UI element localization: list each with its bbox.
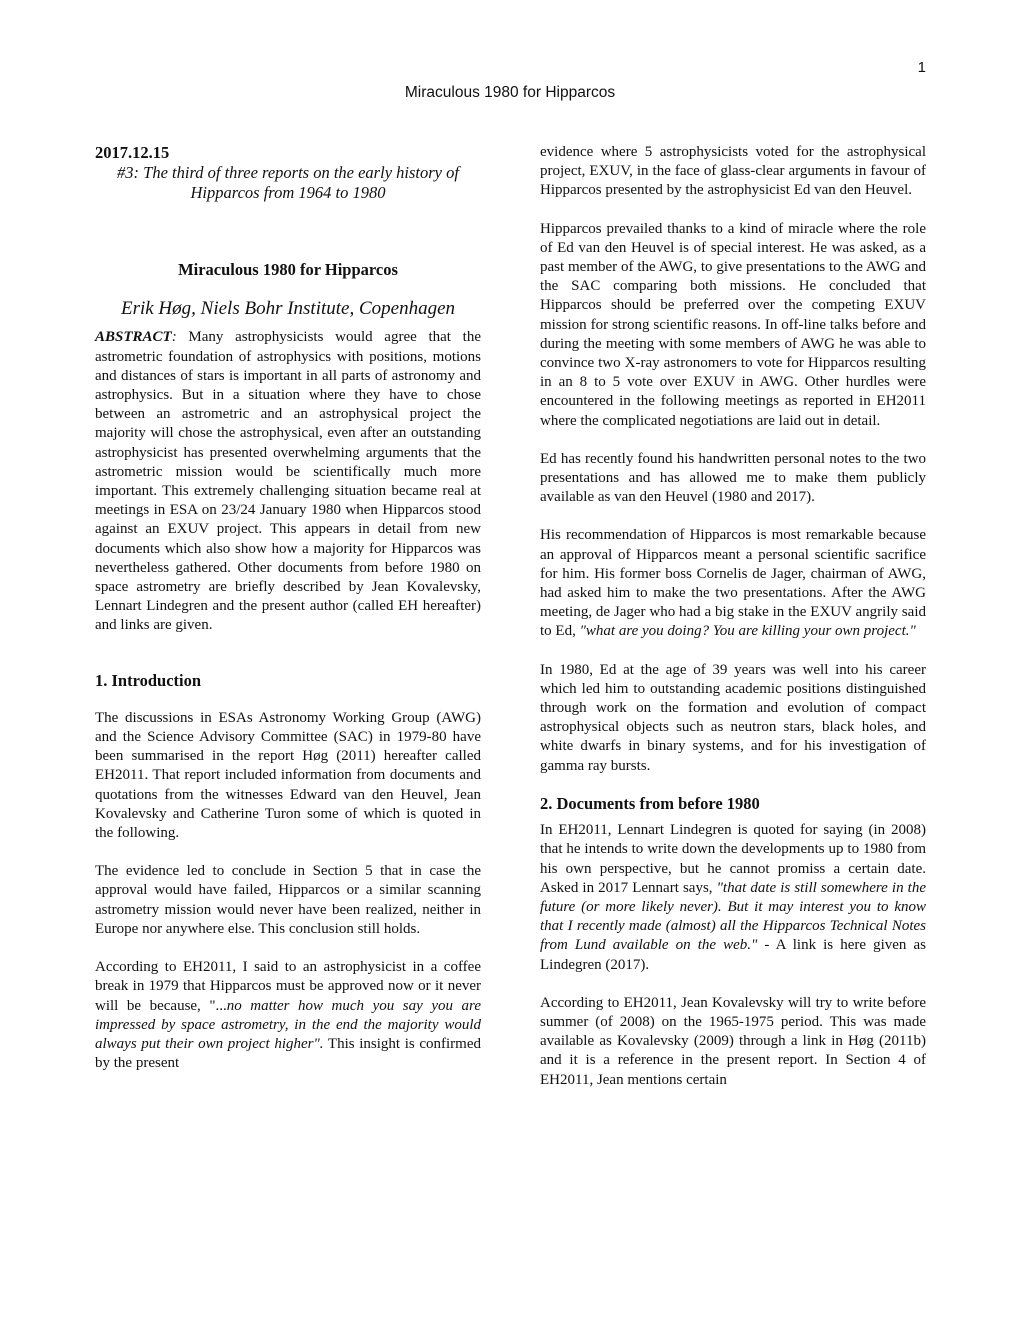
intro-paragraph-1: The discussions in ESAs Astronomy Working Group (AWG) and the Science Advisory Committee (SAC) in 1979-80 have been summarised in the report Høg (2011) hereafter called EH2011. That report included information from documents and quotations from the witnesses Edward van den Heuvel, Jean Kovalevsky and Catherine Turon some of which is quoted in the following.	[95, 709, 481, 842]
author-line: Erik Høg, Niels Bohr Institute, Copenhagen	[120, 298, 456, 320]
documents-paragraph-1-end: - A link is here given as Lindegren (2017).	[540, 937, 926, 973]
report-date: 2017.12.15	[95, 143, 170, 162]
intro-paragraph-7: In 1980, Ed at the age of 39 years was well into his career which led him to outstanding academic positions distinguished through work on the formation and evolution of compact astrophysical objects such as neutron stars, black holes, and white dwarfs in binary systems, and for his investigation of gamma ray bursts.	[540, 661, 926, 774]
running-header: Miraculous 1980 for Hipparcos	[404, 84, 616, 101]
paper-title: Miraculous 1980 for Hipparcos	[178, 260, 398, 279]
left-column	[95, 143, 481, 1073]
intro-paragraph-3	[95, 958, 481, 1073]
intro-paragraph-3-end: This insight is confirmed by the present	[95, 1035, 482, 1072]
intro-paragraph-6-quote: "what are you doing? You are killing your own project."	[579, 623, 916, 640]
intro-paragraph-6	[540, 526, 926, 641]
intro-paragraph-5: Ed has recently found his handwritten personal notes to the two presentations and has allowed me to make them publicly available as van den Heuvel (1980 and 2017).	[540, 450, 926, 506]
documents-paragraph-1-quote: "that date is still somewhere in the future (or more likely never). But it may interest you to know that I recently made (almost) all the Hipparcos Technical Notes from Lund available on the web."	[540, 879, 926, 954]
section-heading-documents: 2. Documents from before 1980	[540, 793, 760, 813]
intro-paragraph-3-start: According to EH2011, I said to an astrophysicist in a coffee break in 1979 that Hipparcos must be approved now or it never will be because, "...	[95, 959, 481, 1014]
report-subtitle-line1: #3: The third of three reports on the early history of	[117, 163, 459, 182]
documents-paragraph-1	[540, 821, 926, 975]
abstract	[95, 328, 481, 635]
section-heading-introduction: 1. Introduction	[95, 670, 202, 690]
intro-paragraph-3-continued: evidence where 5 astrophysicists voted for the astrophysical project, EXUV, in the face of glass-clear arguments in favour of Hipparcos presented by the astrophysicist Ed van den Heuvel.	[540, 144, 926, 199]
right-column	[540, 143, 926, 1090]
intro-paragraph-4: Hipparcos prevailed thanks to a kind of miracle where the role of Ed van den Heuvel is of special interest. He was asked, as a past member of the AWG, to give presentations to the AWG and the SAC comparing both missions. He concluded that Hipparcos should be preferred over the competing EXUV mission for strong scientific reasons. In off-line talks before and during the meeting with some members of AWG he was able to convince two X-ray astronomers to vote for Hipparcos resulting in an 8 to 5 vote over EXUV in AWG. Other hurdles were encountered in the following meetings as reported in EH2011 where the complicated negotiations are laid out in detail.	[540, 220, 926, 429]
report-subtitle	[95, 163, 481, 202]
intro-paragraph-6-start: His recommendation of Hipparcos is most remarkable because an approval of Hipparcos meant a personal scientific sacrifice for him. His former boss Cornelis de Jager, chairman of AWG, had asked him to make the two presentations. After the AWG meeting, de Jager who had a big stake in the EXUV angrily said to Ed,	[540, 527, 926, 640]
page-number: 1	[917, 59, 926, 76]
documents-paragraph-1-start: In EH2011, Lennart Lindegren is quoted for saying (in 2008) that he intends to write down the developments up to 1980 from his own perspective, but he cannot promiss a certain date. Asked in 2017 Lennart says,	[540, 822, 926, 896]
abstract-label: ABSTRACT	[95, 329, 172, 346]
intro-paragraph-2: The evidence led to conclude in Section 5 that in case the approval would have failed, Hipparcos or a similar scanning astrometry mission would never have been realized, neither in Europe nor anywhere else. This conclusion still holds.	[95, 863, 481, 937]
report-subtitle-line2: Hipparcos from 1964 to 1980	[190, 182, 386, 202]
documents-paragraph-2: According to EH2011, Jean Kovalevsky will try to write before summer (of 2008) on the 1965-1975 period. This was made available as Kovalevsky (2009) through a link in Høg (2011b) and it is a reference in the present report. In Section 4 of EH2011, Jean mentions certain	[540, 994, 926, 1088]
abstract-text: Many astrophysicists would agree that the astrometric foundation of astrophysics with positions, motions and distances of stars is important in all parts of astronomy and astrophysics. But in a situation where they have to chose between an astrometric and an astrophysical project the majority will chose the astrophysical, even after an outstanding astrophysicist has presented overwhelming arguments that the astrometric mission would be scientifically much more important. This extremely challenging situation became real at meetings in ESA on 23/24 January 1980 when Hipparcos stood against an EXUV project. This appears in detail from new documents which also show how a majority for Hipparcos was nevertheless gathered. Other documents from before 1980 on space astrometry are briefly described by Jean Kovalevsky, Lennart Lindegren and the present author (called EH hereafter) and links are given.	[95, 329, 481, 634]
intro-paragraph-3-quote: no matter how much you say you are impressed by space astrometry, in the end the majority would always put their own project higher".	[95, 997, 481, 1052]
abstract-colon: :	[171, 329, 177, 346]
